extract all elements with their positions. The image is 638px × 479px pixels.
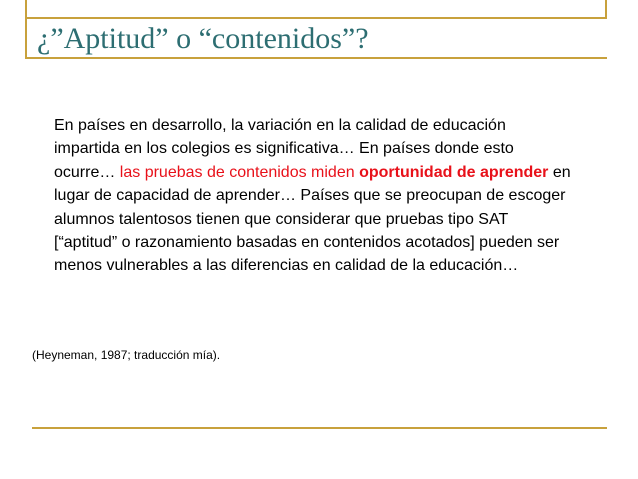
title-frame-top-line <box>25 17 607 19</box>
quote-highlight-bold: oportunidad de aprender <box>359 163 549 181</box>
title-frame-right-line <box>605 0 607 19</box>
slide-title: ¿”Aptitud” o “contenidos”? <box>37 22 369 55</box>
quote-text-rest: en lugar de capacidad de aprender… Países que se preocupan de escoger alumnos talentosos tienen que considerar que pruebas tipo SAT [“aptitud” o razonamiento basadas en contenidos acotados] pueden ser menos vulnerables a las diferencias en calidad de la educación… <box>54 163 571 275</box>
quote-paragraph <box>54 114 574 278</box>
quote-highlight-red: las pruebas de contenidos miden <box>119 163 360 181</box>
citation: (Heyneman, 1987; traducción mía). <box>32 348 221 362</box>
quote-text-intro: En países en desarrollo, la variación en la calidad de educación impartida en los colegios es significativa… En países donde esto ocurre… <box>54 117 514 181</box>
title-frame-left-line <box>25 0 27 58</box>
title-underline <box>25 57 607 59</box>
footer-line <box>32 427 607 429</box>
